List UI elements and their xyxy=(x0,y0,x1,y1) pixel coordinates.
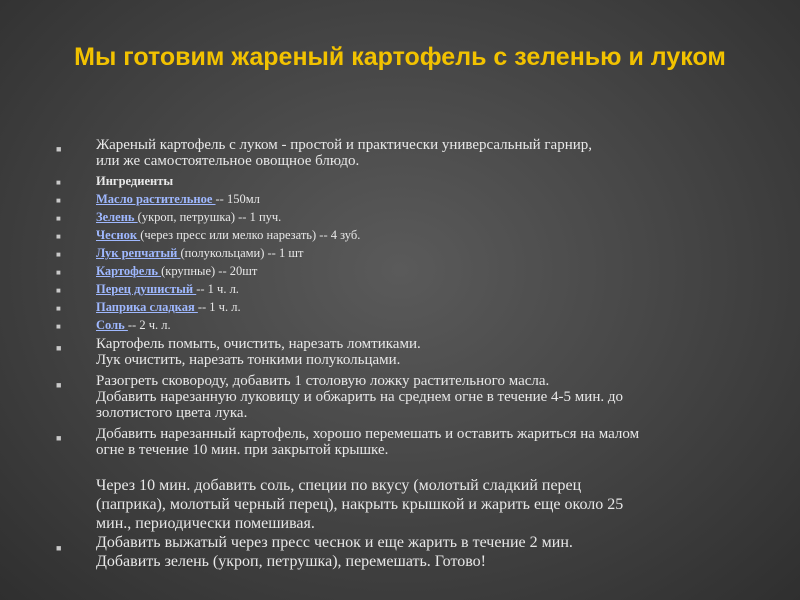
bullet-icon: ■ xyxy=(56,214,61,223)
step-item xyxy=(56,336,746,368)
step-line: Лук очистить, нарезать тонкими полукольцами. xyxy=(96,352,401,368)
step-item xyxy=(56,476,746,533)
ingredient-item xyxy=(56,264,746,278)
step-line: Добавить нарезанный картофель, хорошо перемешать и оставить жариться на малом xyxy=(96,426,640,442)
ingredient-item xyxy=(56,210,746,224)
step-line: мин., периодически помешивая. xyxy=(96,515,315,532)
ingredients-heading xyxy=(56,174,746,188)
ingredient-link[interactable]: Соль xyxy=(96,318,128,332)
ingredient-item xyxy=(56,282,746,296)
ingredient-link[interactable]: Паприка сладкая xyxy=(96,300,198,314)
bullet-icon: ■ xyxy=(56,250,61,259)
ingredient-link[interactable]: Картофель xyxy=(96,264,162,278)
ingredient-detail: (через пресс или мелко нарезать) -- 4 зуб. xyxy=(140,228,361,242)
ingredients-heading-text: Ингредиенты xyxy=(96,174,174,188)
ingredient-link[interactable]: Лук репчатый xyxy=(96,246,181,260)
bullet-icon: ■ xyxy=(56,433,62,443)
ingredient-detail: (крупные) -- 20шт xyxy=(161,264,258,278)
ingredient-detail: (укроп, петрушка) -- 1 пуч. xyxy=(137,210,282,224)
ingredient-link[interactable]: Зелень xyxy=(96,210,138,224)
bullet-icon: ■ xyxy=(56,268,61,277)
step-line: Добавить выжатый через пресс чеснок и еще жарить в течение 2 мин. xyxy=(96,534,573,551)
intro-line: Жареный картофель с луком - простой и практически универсальный гарнир, xyxy=(96,137,593,153)
bullet-icon: ■ xyxy=(56,144,62,154)
bullet-icon: ■ xyxy=(56,322,61,331)
ingredient-detail: -- 150мл xyxy=(215,192,260,206)
step-line: Картофель помыть, очистить, нарезать ломтиками. xyxy=(96,336,421,352)
intro-line: или же самостоятельное овощное блюдо. xyxy=(96,153,360,169)
ingredient-link[interactable]: Перец душистый xyxy=(96,282,197,296)
bullet-icon: ■ xyxy=(56,380,62,390)
step-item xyxy=(56,426,746,458)
slide-title: Мы готовим жареный картофель с зеленью и луком xyxy=(74,43,726,71)
step-line: Через 10 мин. добавить соль, специи по вкусу (молотый сладкий перец xyxy=(96,477,582,494)
ingredient-item xyxy=(56,300,746,314)
bullet-icon: ■ xyxy=(56,543,62,553)
step-item xyxy=(56,533,746,571)
ingredient-item xyxy=(56,228,746,242)
ingredient-item xyxy=(56,318,746,332)
slide-content xyxy=(56,137,746,571)
ingredient-link[interactable]: Масло растительное xyxy=(96,192,216,206)
step-line: Разогреть сковороду, добавить 1 столовую ложку растительного масла. xyxy=(96,373,550,389)
ingredient-link[interactable]: Чеснок xyxy=(96,228,141,242)
ingredient-item xyxy=(56,246,746,260)
step-line: (паприка), молотый черный перец), накрыть крышкой и жарить еще около 25 xyxy=(96,496,624,513)
bullet-icon: ■ xyxy=(56,232,61,241)
intro-paragraph xyxy=(56,137,746,169)
step-item xyxy=(56,373,746,421)
ingredient-detail: -- 1 ч. л. xyxy=(196,282,239,296)
step-line: огне в течение 10 мин. при закрытой крышке. xyxy=(96,442,389,458)
ingredient-item xyxy=(56,192,746,206)
bullet-icon: ■ xyxy=(56,304,61,313)
step-line: золотистого цвета лука. xyxy=(96,405,248,421)
bullet-icon: ■ xyxy=(56,286,61,295)
ingredient-detail: (полукольцами) -- 1 шт xyxy=(180,246,304,260)
bullet-icon: ■ xyxy=(56,196,61,205)
ingredient-detail: -- 1 ч. л. xyxy=(197,300,241,314)
step-line: Добавить нарезанную луковицу и обжарить на среднем огне в течение 4-5 мин. до xyxy=(96,389,623,405)
ingredient-detail: -- 2 ч. л. xyxy=(127,318,171,332)
bullet-icon: ■ xyxy=(56,343,62,353)
step-line: Добавить зелень (укроп, петрушка), перемешать. Готово! xyxy=(96,553,486,570)
bullet-icon: ■ xyxy=(56,178,61,187)
